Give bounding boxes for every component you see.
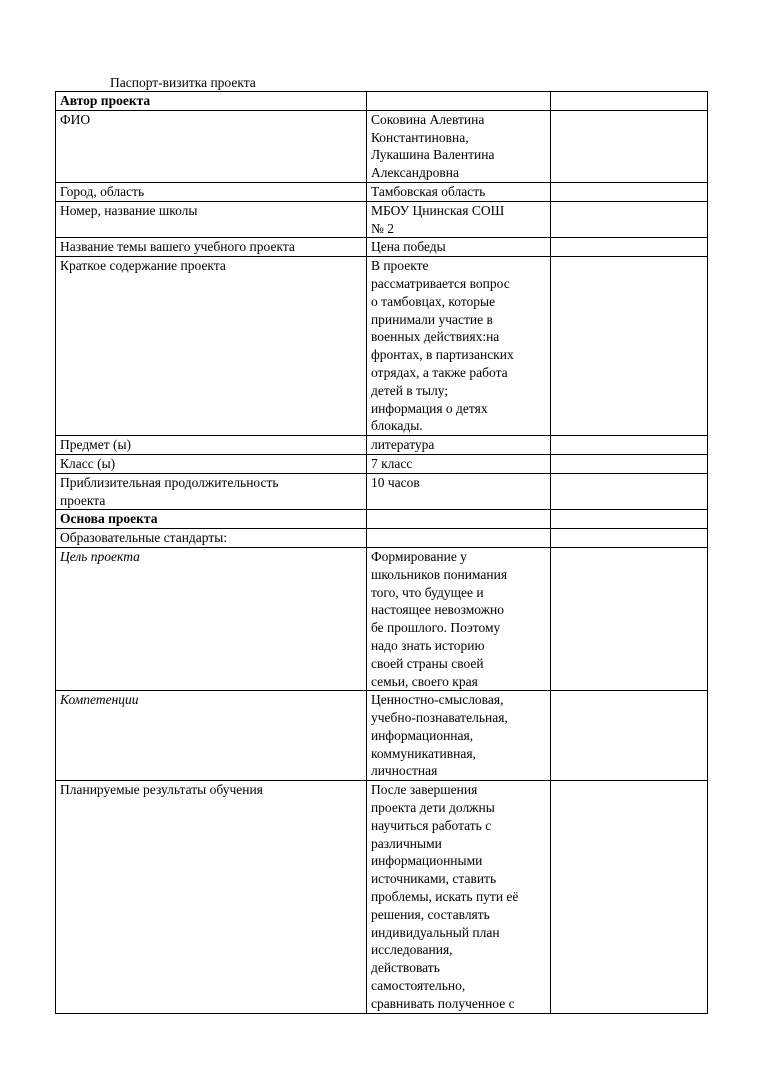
value-line: № 2 (370, 220, 394, 236)
value-line: рассматривается вопрос (370, 275, 510, 291)
value-line: информационная, (370, 727, 474, 743)
row-value (366, 92, 550, 111)
value-line: информация о детях (370, 400, 488, 416)
value-line: Лукашина Валентина (370, 147, 495, 163)
table-row (56, 473, 708, 510)
row-extra (550, 510, 707, 529)
row-label-grade: Класс (ы) (56, 454, 367, 473)
value-line: Формирование у (370, 548, 467, 564)
value-line: 7 класс (370, 455, 413, 471)
table-row (56, 781, 708, 1013)
value-line: военных действиях:на (370, 329, 500, 345)
value-line: проекта дети должны (370, 800, 495, 816)
value-line: принимали участие в (370, 311, 493, 327)
row-extra (550, 473, 707, 510)
table-row (56, 691, 708, 781)
row-value (366, 110, 550, 182)
label-line: проекта (60, 492, 106, 508)
table-row (56, 510, 708, 529)
row-label-competencies: Компетенции (56, 691, 367, 781)
value-line: различными (370, 835, 442, 851)
row-label-standards: Образовательные стандарты: (56, 529, 367, 548)
value-line: бе прошлого. Поэтому (370, 620, 501, 636)
value-line: самостоятельно, (370, 978, 466, 994)
row-value (366, 238, 550, 257)
table-row (56, 257, 708, 436)
value-line: информационными (370, 853, 483, 869)
row-label-subject: Предмет (ы) (56, 436, 367, 455)
row-extra (550, 436, 707, 455)
row-extra (550, 454, 707, 473)
row-extra (550, 110, 707, 182)
table-row (56, 182, 708, 201)
value-line: фронтах, в партизанских (370, 347, 514, 363)
value-line: детей в тылу; (370, 382, 449, 398)
value-line: исследования, (370, 942, 453, 958)
table-row (56, 436, 708, 455)
row-value (366, 182, 550, 201)
row-value (366, 781, 550, 1013)
row-label-author: Автор проекта (56, 92, 367, 111)
value-line: настоящее невозможно (370, 602, 504, 618)
row-label-school: Номер, название школы (56, 201, 367, 238)
row-value (366, 547, 550, 690)
row-value (366, 691, 550, 781)
value-line: литература (370, 437, 435, 453)
value-line: семьи, своего края (370, 673, 478, 689)
value-line: надо знать историю (370, 637, 485, 653)
value-line: Константиновна, (370, 129, 469, 145)
row-label-basis: Основа проекта (56, 510, 367, 529)
value-line: отрядах, а также работа (370, 364, 508, 380)
table-row (56, 454, 708, 473)
row-value (366, 510, 550, 529)
value-line: научиться работать с (370, 817, 492, 833)
row-label-duration (56, 473, 367, 510)
row-label-summary: Краткое содержание проекта (56, 257, 367, 436)
value-line: личностная (370, 763, 438, 779)
row-label-topic: Название темы вашего учебного проекта (56, 238, 367, 257)
value-line: индивидуальный план (370, 924, 500, 940)
value-line: действовать (370, 960, 440, 976)
value-line: Соковина Алевтина (370, 111, 485, 127)
row-value (366, 454, 550, 473)
row-extra (550, 182, 707, 201)
value-line: Ценностно-смысловая, (370, 692, 504, 708)
row-label-fio: ФИО (56, 110, 367, 182)
row-extra (550, 238, 707, 257)
row-extra (550, 529, 707, 548)
table-row (56, 201, 708, 238)
value-line: сравнивать полученное с (370, 995, 515, 1011)
table-row (56, 92, 708, 111)
value-line: о тамбовцах, которые (370, 293, 496, 309)
row-label-outcomes: Планируемые результаты обучения (56, 781, 367, 1013)
value-line: Тамбовская область (370, 183, 486, 199)
value-line: решения, составлять (370, 906, 490, 922)
table-row (56, 529, 708, 548)
table-row (56, 547, 708, 690)
value-line: проблемы, искать пути её (370, 889, 519, 905)
row-extra (550, 547, 707, 690)
value-line: В проекте (370, 258, 429, 274)
row-value (366, 257, 550, 436)
value-line: После завершения (370, 782, 478, 798)
row-value (366, 473, 550, 510)
row-extra (550, 691, 707, 781)
page-title: Паспорт-визитка проекта (110, 75, 256, 90)
value-line: источниками, ставить (370, 871, 497, 887)
value-line: школьников понимания (370, 566, 508, 582)
value-line: того, что будущее и (370, 584, 484, 600)
row-value (366, 201, 550, 238)
value-line: блокады. (370, 418, 423, 434)
value-line: МБОУ Цнинская СОШ (370, 202, 505, 218)
value-line: коммуникативная, (370, 745, 476, 761)
table-row (56, 110, 708, 182)
row-extra (550, 201, 707, 238)
row-extra (550, 257, 707, 436)
row-value (366, 436, 550, 455)
row-label-goal: Цель проекта (56, 547, 367, 690)
row-extra (550, 92, 707, 111)
row-value (366, 529, 550, 548)
project-passport-table (55, 91, 708, 1014)
row-extra (550, 781, 707, 1013)
value-line: 10 часов (370, 474, 420, 490)
value-line: Цена победы (370, 239, 446, 255)
value-line: учебно-познавательная, (370, 710, 508, 726)
row-label-city: Город, область (56, 182, 367, 201)
table-row (56, 238, 708, 257)
value-line: своей страны своей (370, 655, 484, 671)
value-line: Александровна (370, 165, 459, 181)
label-line: Приблизительная продолжительность (60, 474, 279, 490)
